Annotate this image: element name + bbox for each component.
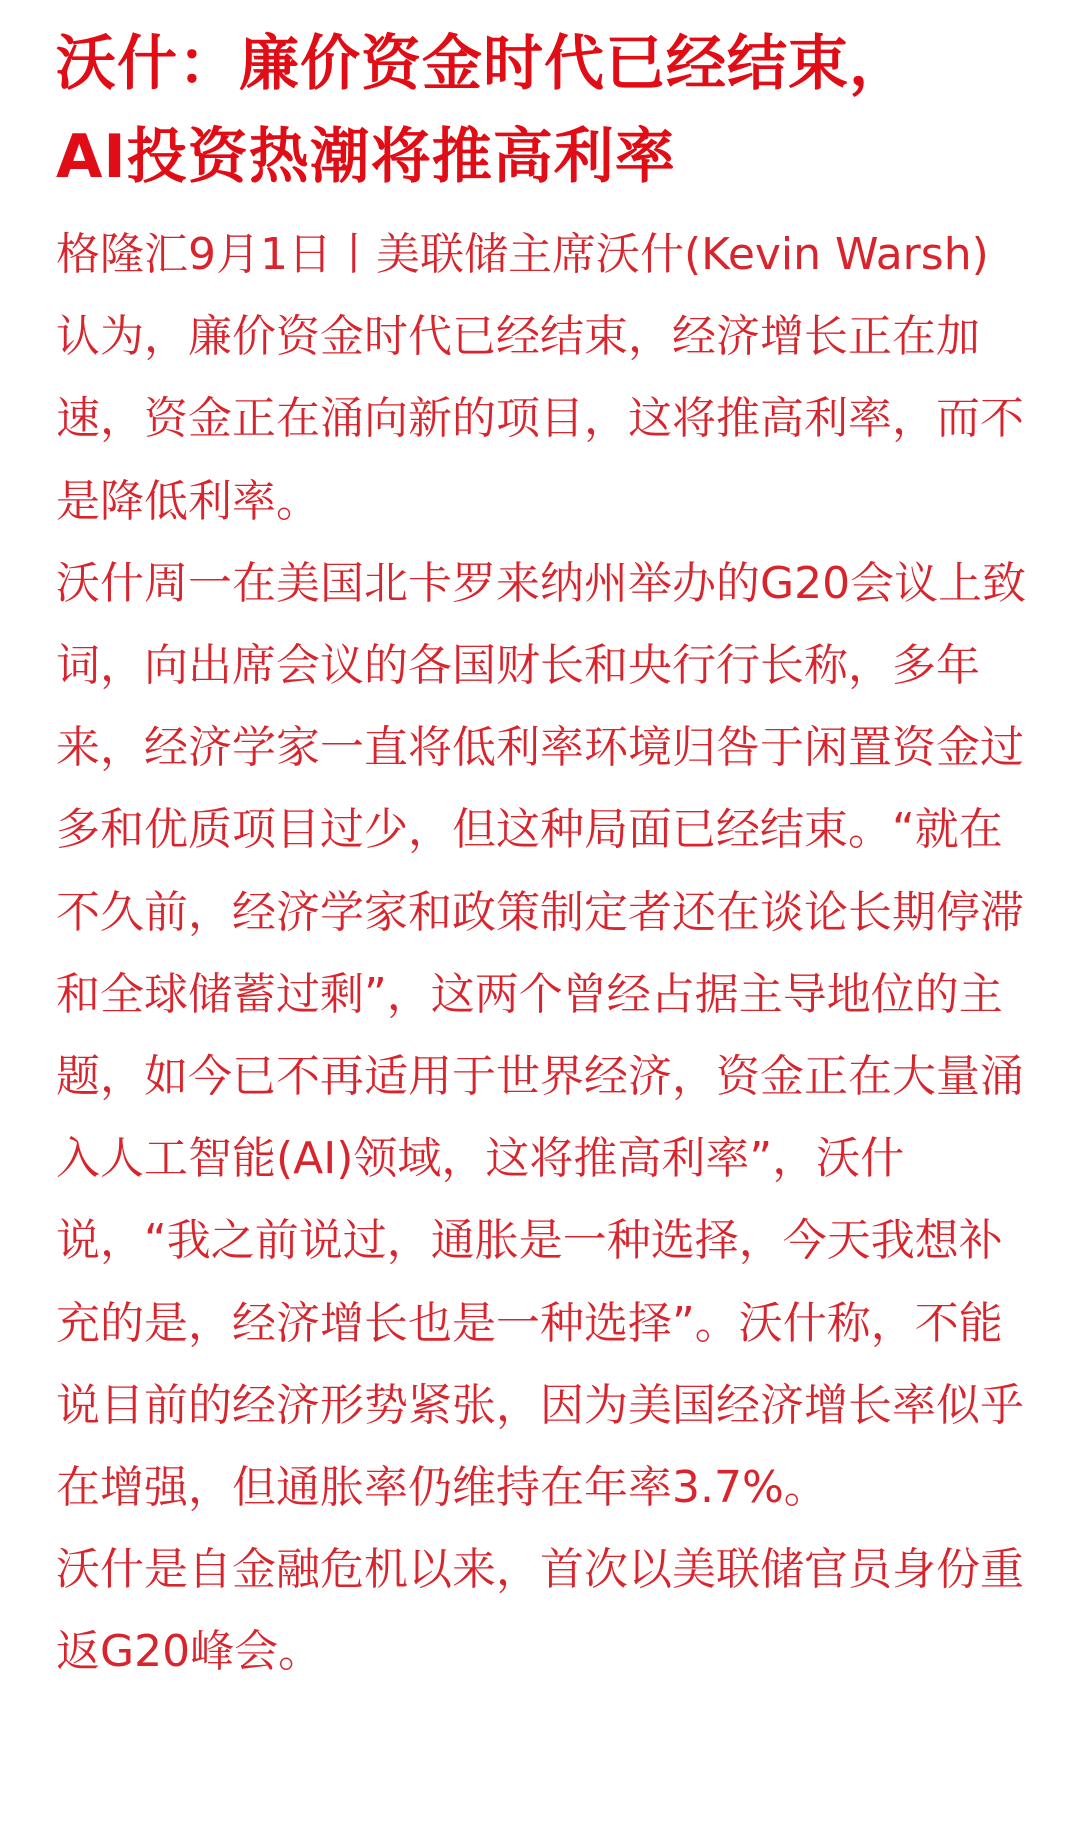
article-body (56, 214, 1034, 1694)
paragraph-speech: 沃什周一在美国北卡罗来纳州举办的G20会议上致词，向出席会议的各国财长和央行行长称，多年来，经济学家一直将低利率环境归咎于闲置资金过多和优质项目过少，但这种局面已经结束。“就在不久前，经济学家和政策制定者还在谈论长期停滞和全球储蓄过剩”，这两个曾经占据主导地位的主题，如今已不再适用于世界经济，资金正在大量涌入人工智能(AI)领域，这将推高利率”，沃什说，“我之前说过，通胀是一种选择，今天我想补充的是，经济增长也是一种选择”。沃什称，不能说目前的经济形势紧张，因为美国经济增长率似乎在增强，但通胀率仍维持在年率3.7%。 (56, 557, 1027, 1514)
article-title (56, 18, 1036, 204)
paragraph-closing: 沃什是自金融危机以来，首次以美联储官员身份重返G20峰会。 (56, 1544, 1024, 1678)
title-line-1: 沃什：廉价资金时代已经结束， (56, 29, 910, 99)
paragraph-lead: 格隆汇9月1日丨美联储主席沃什(Kevin Warsh)认为，廉价资金时代已经结束，经济增长正在加速，资金正在涌向新的项目，这将推高利率，而不是降低利率。 (56, 229, 1024, 527)
title-line-2: AI投资热潮将推高利率 (56, 122, 676, 192)
